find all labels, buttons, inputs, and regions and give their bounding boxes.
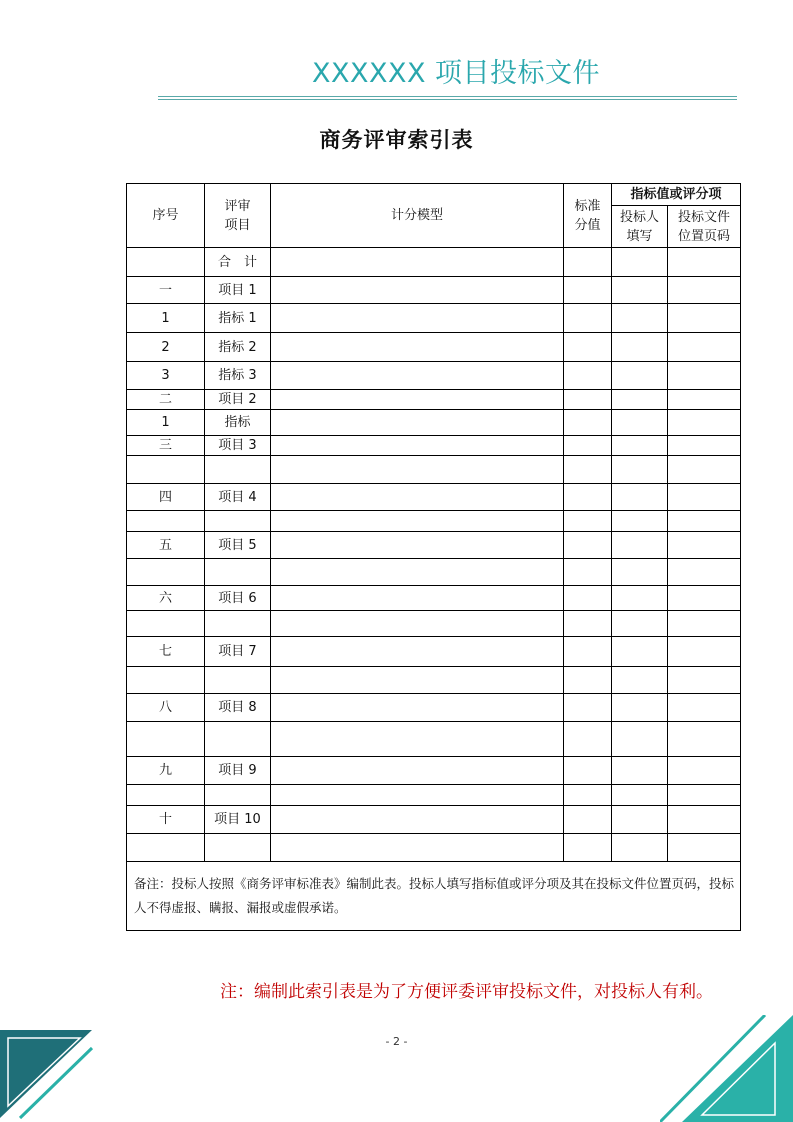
seq-cell [127,511,205,532]
page-ref-cell [668,559,741,586]
model-cell [271,806,564,834]
header-scoring-model: 计分模型 [271,184,564,248]
page-ref-cell [668,277,741,304]
bidder-fill-cell [612,436,668,456]
model-cell [271,248,564,277]
table-row [127,511,741,532]
standard-score-cell [564,694,612,722]
seq-cell: 六 [127,586,205,611]
item-cell: 项目 6 [205,586,271,611]
page-ref-cell [668,785,741,806]
seq-cell: 一 [127,277,205,304]
seq-cell: 十 [127,806,205,834]
table-row [127,532,741,559]
bidder-fill-cell [612,667,668,694]
bidder-fill-cell [612,362,668,390]
model-cell [271,484,564,511]
item-cell: 项目 2 [205,390,271,410]
model-cell [271,304,564,333]
seq-cell [127,248,205,277]
header-bidder-fill: 投标人 填写 [612,206,668,248]
header-review-item: 评审 项目 [205,184,271,248]
bidder-fill-cell [612,637,668,667]
page-ref-cell [668,456,741,484]
page-ref-cell [668,586,741,611]
bidder-fill-cell [612,277,668,304]
bidder-fill-cell [612,559,668,586]
standard-score-cell [564,248,612,277]
bidder-fill-cell [612,484,668,511]
item-cell: 项目 10 [205,806,271,834]
seq-cell [127,834,205,862]
bidder-fill-cell [612,390,668,410]
model-cell [271,757,564,785]
standard-score-cell [564,722,612,757]
seq-cell: 2 [127,333,205,362]
model-cell [271,611,564,637]
page-number: - 2 - [385,1035,408,1048]
standard-score-cell [564,785,612,806]
item-cell [205,785,271,806]
model-cell [271,333,564,362]
table-row [127,667,741,694]
header-standard-score: 标准 分值 [564,184,612,248]
table-row [127,722,741,757]
page-ref-cell [668,390,741,410]
model-cell [271,722,564,757]
model-cell [271,362,564,390]
header-page-ref: 投标文件 位置页码 [668,206,741,248]
header-seq: 序号 [127,184,205,248]
bidder-fill-cell [612,532,668,559]
standard-score-cell [564,277,612,304]
item-cell: 项目 3 [205,436,271,456]
model-cell [271,511,564,532]
table-row [127,757,741,785]
table-row [127,806,741,834]
item-cell: 项目 9 [205,757,271,785]
seq-cell [127,559,205,586]
bidder-fill-cell [612,722,668,757]
standard-score-cell [564,532,612,559]
table-row [127,785,741,806]
page-ref-cell [668,484,741,511]
model-cell [271,532,564,559]
model-cell [271,586,564,611]
table-row [127,637,741,667]
standard-score-cell [564,586,612,611]
table-row [127,390,741,410]
item-cell: 项目 5 [205,532,271,559]
seq-cell: 七 [127,637,205,667]
seq-cell [127,456,205,484]
bidder-fill-cell [612,456,668,484]
seq-cell: 五 [127,532,205,559]
bidder-fill-cell [612,694,668,722]
page-ref-cell [668,532,741,559]
seq-cell: 1 [127,410,205,436]
corner-decoration-right [660,1015,793,1122]
item-cell: 指标 [205,410,271,436]
seq-cell: 四 [127,484,205,511]
business-review-index-table [126,183,741,931]
table-row [127,304,741,333]
item-cell: 项目 7 [205,637,271,667]
bidder-fill-cell [612,586,668,611]
item-cell [205,511,271,532]
header-rule-secondary [158,99,737,100]
table-row [127,333,741,362]
standard-score-cell [564,806,612,834]
seq-cell: 3 [127,362,205,390]
item-cell [205,456,271,484]
table-row [127,362,741,390]
page-ref-cell [668,511,741,532]
standard-score-cell [564,637,612,667]
seq-cell: 二 [127,390,205,410]
table-row [127,248,741,277]
item-cell [205,834,271,862]
item-cell [205,722,271,757]
page-ref-cell [668,304,741,333]
table-note: 备注：投标人按照《商务评审标准表》编制此表。投标人填写指标值或评分项及其在投标文件位置页码，投标人不得虚报、瞒报、漏报或虚假承诺。 [127,862,741,931]
model-cell [271,410,564,436]
bidder-fill-cell [612,834,668,862]
model-cell [271,456,564,484]
model-cell [271,667,564,694]
page-ref-cell [668,667,741,694]
table-row [127,436,741,456]
seq-cell: 三 [127,436,205,456]
seq-cell [127,722,205,757]
footnote: 注：编制此索引表是为了方便评委评审投标文件，对投标人有利。 [220,982,713,1002]
standard-score-cell [564,362,612,390]
page-ref-cell [668,834,741,862]
table-row [127,694,741,722]
model-cell [271,694,564,722]
standard-score-cell [564,390,612,410]
standard-score-cell [564,456,612,484]
seq-cell: 1 [127,304,205,333]
page-ref-cell [668,757,741,785]
item-cell: 指标 3 [205,362,271,390]
page-ref-cell [668,248,741,277]
standard-score-cell [564,436,612,456]
item-cell [205,611,271,637]
bidder-fill-cell [612,248,668,277]
table-row [127,410,741,436]
seq-cell: 八 [127,694,205,722]
bidder-fill-cell [612,611,668,637]
item-cell: 指标 1 [205,304,271,333]
bidder-fill-cell [612,410,668,436]
seq-cell: 九 [127,757,205,785]
bidder-fill-cell [612,304,668,333]
standard-score-cell [564,611,612,637]
bidder-fill-cell [612,333,668,362]
table-row [127,484,741,511]
page-ref-cell [668,722,741,757]
page-ref-cell [668,694,741,722]
model-cell [271,436,564,456]
document-title: 商务评审索引表 [319,127,474,152]
bidder-fill-cell [612,757,668,785]
item-cell [205,667,271,694]
table-row [127,586,741,611]
item-cell: 合 计 [205,248,271,277]
standard-score-cell [564,333,612,362]
item-cell: 项目 1 [205,277,271,304]
standard-score-cell [564,757,612,785]
header-rule [158,96,737,97]
model-cell [271,559,564,586]
page-ref-cell [668,436,741,456]
seq-cell [127,611,205,637]
standard-score-cell [564,511,612,532]
standard-score-cell [564,834,612,862]
model-cell [271,834,564,862]
page-ref-cell [668,637,741,667]
bidder-fill-cell [612,511,668,532]
model-cell [271,785,564,806]
model-cell [271,637,564,667]
bidder-fill-cell [612,785,668,806]
header-title: XXXXXX 项目投标文件 [312,58,601,89]
table-row [127,834,741,862]
page-ref-cell [668,362,741,390]
seq-cell [127,785,205,806]
page-ref-cell [668,611,741,637]
item-cell [205,559,271,586]
item-cell: 指标 2 [205,333,271,362]
model-cell [271,277,564,304]
standard-score-cell [564,410,612,436]
corner-decoration-left [0,1030,95,1122]
standard-score-cell [564,304,612,333]
table-row [127,611,741,637]
table-row [127,559,741,586]
item-cell: 项目 4 [205,484,271,511]
bidder-fill-cell [612,806,668,834]
standard-score-cell [564,484,612,511]
page-ref-cell [668,333,741,362]
table-row [127,456,741,484]
standard-score-cell [564,559,612,586]
item-cell: 项目 8 [205,694,271,722]
page-ref-cell [668,410,741,436]
standard-score-cell [564,667,612,694]
model-cell [271,390,564,410]
header-indicator-group: 指标值或评分项 [612,184,741,206]
table-row [127,277,741,304]
seq-cell [127,667,205,694]
page-ref-cell [668,806,741,834]
